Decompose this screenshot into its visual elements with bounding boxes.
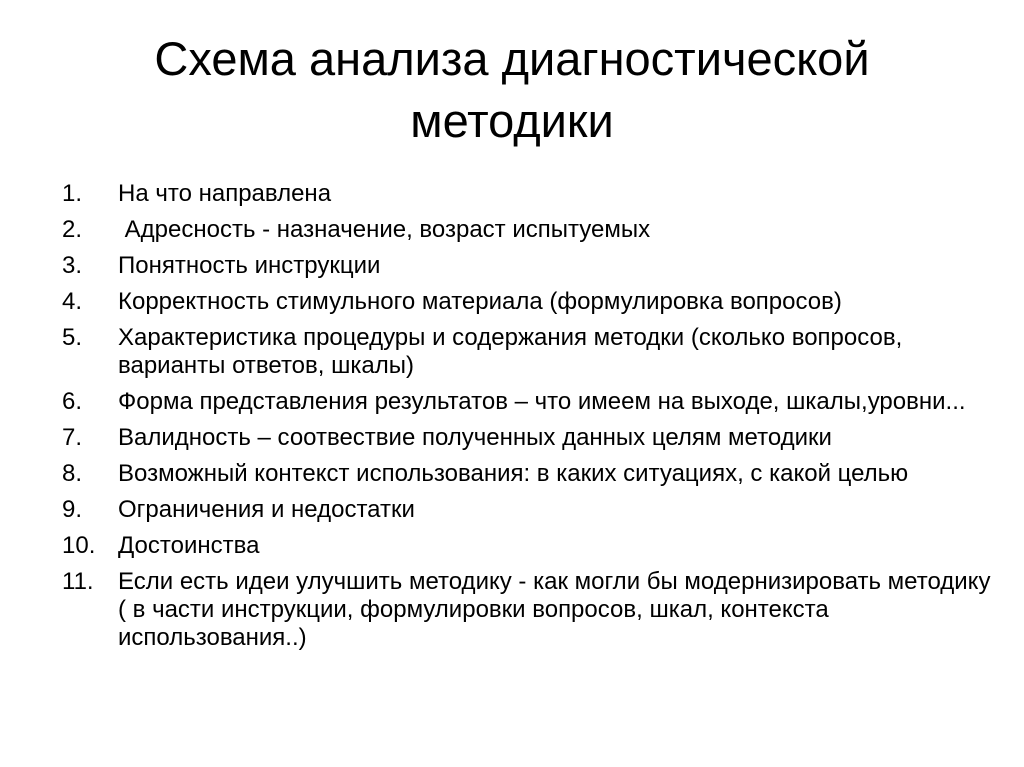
list-item-number: 6. (62, 388, 83, 415)
list-item (62, 324, 1002, 380)
list-item-number: 4. (62, 288, 83, 315)
list-item-text: Если есть идеи улучшить методику - как могли бы модернизировать методику ( в части инструкции, формулировки вопросов, шкал, контекста использования..) (118, 568, 991, 651)
list-item (62, 388, 1002, 416)
list-item-text: Ограничения и недостатки (118, 496, 415, 523)
list-item-text: На что направлена (118, 180, 332, 207)
list-item-text: Адресность - назначение, возраст испытуемых (118, 216, 651, 243)
list-item (62, 460, 1002, 488)
list-item (62, 252, 1002, 280)
list-item (62, 496, 1002, 524)
list-item-number: 3. (62, 252, 83, 279)
list-item-number: 7. (62, 424, 83, 451)
list-item (62, 288, 1002, 316)
list-item-number: 11. (62, 568, 94, 595)
list-item-number: 2. (62, 216, 83, 243)
list-item-number: 1. (62, 180, 83, 207)
criteria-list (62, 180, 1002, 660)
list-item-number: 8. (62, 460, 83, 487)
list-item-text: Валидность – соотвествие полученных данных целям методики (118, 424, 832, 451)
list-item-text: Понятность инструкции (118, 252, 381, 279)
slide-title (60, 28, 964, 152)
list-item-number: 9. (62, 496, 83, 523)
list-item (62, 180, 1002, 208)
list-item-text: Достоинства (118, 532, 260, 559)
list-item-number: 5. (62, 324, 83, 351)
list-item-text: Корректность стимульного материала (формулировка вопросов) (118, 288, 842, 315)
list-item (62, 216, 1002, 244)
list-item (62, 424, 1002, 452)
list-item-text: Характеристика процедуры и содержания методки (сколько вопросов, варианты ответов, шкалы) (118, 324, 903, 379)
slide-title-line-1: Схема анализа диагностической (154, 32, 870, 85)
slide-title-line-2: методики (410, 94, 614, 147)
list-item-number: 10. (62, 532, 96, 559)
list-item-text: Возможный контекст использования: в каких ситуациях, с какой целью (118, 460, 909, 487)
list-item (62, 568, 1002, 652)
list-item (62, 532, 1002, 560)
list-item-text: Форма представления результатов – что имеем на выходе, шкалы,уровни... (118, 388, 966, 415)
